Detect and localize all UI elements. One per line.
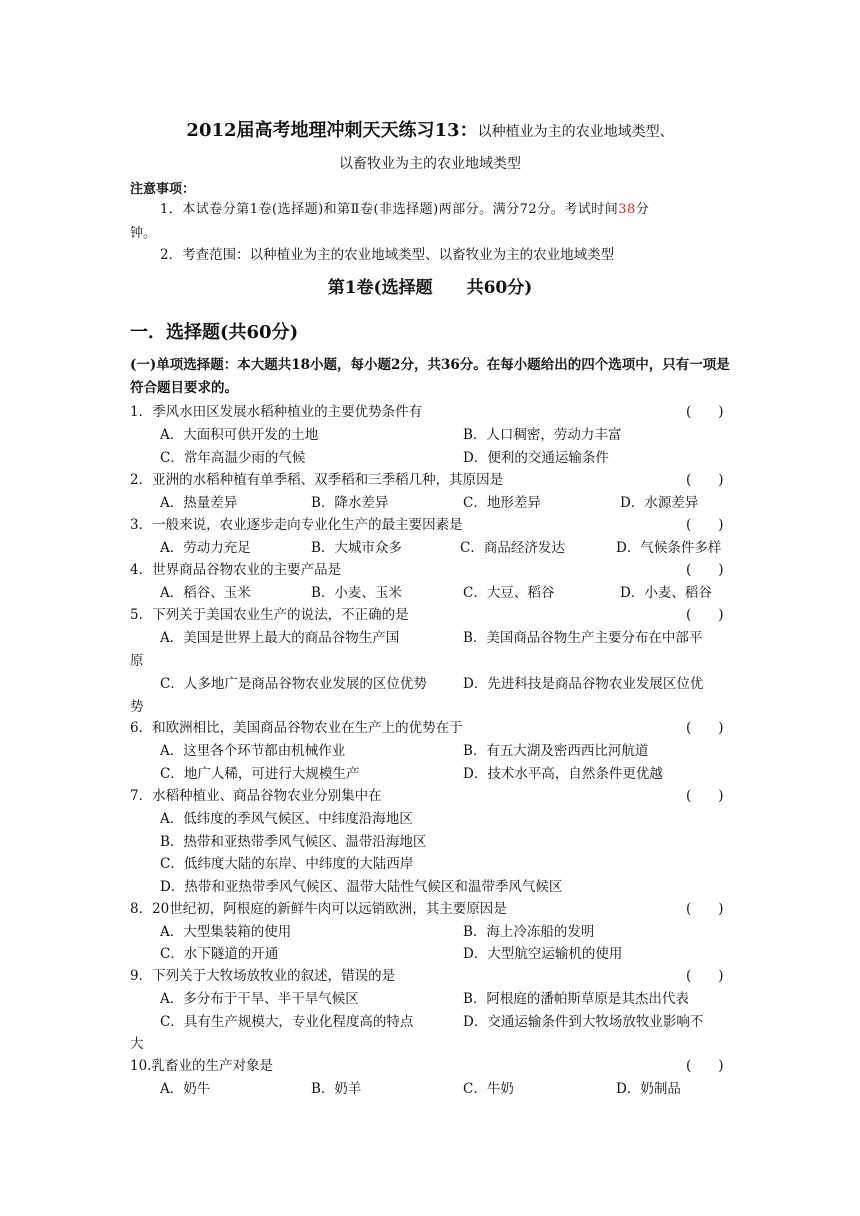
option-b: B．大城市众多 <box>311 540 402 556</box>
question-stem: 1．季风水田区发展水稻种植业的主要优势条件有 <box>130 404 423 420</box>
option-a: A．美国是世界上最大的商品谷物生产国 <box>160 630 400 646</box>
option-c: C．具有生产规模大，专业化程度高的特点 <box>160 1014 414 1030</box>
option-b: B．人口稠密，劳动力丰富 <box>463 427 622 443</box>
option-b-cont: 原 <box>130 653 144 669</box>
notice-item-2: 2．考查范围：以种植业为主的农业地域类型、以畜牧业为主的农业地域类型 <box>160 247 615 263</box>
option-d: D．水源差异 <box>620 495 699 511</box>
question-stem: 6．和欧洲相比，美国商品谷物农业在生产上的优势在于 <box>130 720 463 736</box>
option-c: C．常年高温少雨的气候 <box>160 450 306 466</box>
option-d: D．技术水平高，自然条件更优越 <box>463 766 663 782</box>
option-c: C．大豆、稻谷 <box>463 585 555 601</box>
option-d: D．先进科技是商品谷物农业发展区位优 <box>463 676 704 692</box>
option-a: A．热量差异 <box>160 495 238 511</box>
answer-blank: ( ) <box>686 404 724 420</box>
exam-time: 38 <box>618 202 636 217</box>
option-d-cont: 势 <box>130 699 144 715</box>
question-stem: 3．一般来说，农业逐步走向专业化生产的最主要因素是 <box>130 517 463 533</box>
option-d: D．热带和亚热带季风气候区、温带大陆性气候区和温带季风气候区 <box>160 879 563 895</box>
question-stem: 10.乳畜业的生产对象是 <box>130 1058 273 1074</box>
answer-blank: ( ) <box>686 472 724 488</box>
option-c: C．牛奶 <box>463 1081 514 1097</box>
notice-item-1-unit: 分 <box>635 202 650 217</box>
option-c: C．商品经济发达 <box>460 540 565 556</box>
question-stem: 9．下列关于大牧场放牧业的叙述，错误的是 <box>130 968 396 984</box>
option-b: B．奶羊 <box>311 1081 362 1097</box>
section-instructions: (一)单项选择题：本大题共18小题，每小题2分，共36分。在每小题给出的四个选项中，只有一项是符合题目要求的。 <box>130 357 730 396</box>
answer-blank: ( ) <box>686 607 724 623</box>
option-b: B．有五大湖及密西西比河航道 <box>463 743 649 759</box>
option-c: C．人多地广是商品谷物农业发展的区位优势 <box>160 676 427 692</box>
option-d: D．奶制品 <box>616 1081 681 1097</box>
document-title <box>0 116 860 142</box>
option-d: D．交通运输条件到大牧场放牧业影响不 <box>463 1014 704 1030</box>
option-a: A．这里各个环节都由机械作业 <box>160 743 346 759</box>
notice-heading: 注意事项： <box>130 182 196 197</box>
question-stem: 2．亚洲的水稻种植有单季稻、双季稻和三季稻几种，其原因是 <box>130 472 504 488</box>
option-d: D．大型航空运输机的使用 <box>463 946 623 962</box>
answer-blank: ( ) <box>686 968 724 984</box>
question-stem: 8．20世纪初，阿根庭的新鲜牛肉可以远销欧洲，其主要原因是 <box>130 901 507 917</box>
title-subtitle-line1: 以种植业为主的农业地域类型、 <box>477 124 674 140</box>
notice-item-1 <box>160 198 735 217</box>
section-title: 一．选择题(共60分) <box>130 322 299 343</box>
answer-blank: ( ) <box>686 1058 724 1074</box>
option-a: A．劳动力充足 <box>160 540 251 556</box>
option-a: A．大面积可供开发的土地 <box>160 427 319 443</box>
option-a: A．稻谷、玉米 <box>160 585 251 601</box>
answer-blank: ( ) <box>686 517 724 533</box>
option-b: B．阿根庭的潘帕斯草原是其杰出代表 <box>463 991 689 1007</box>
answer-blank: ( ) <box>686 562 724 578</box>
option-b: B．降水差异 <box>311 495 389 511</box>
option-a: A．多分布于干旱、半干旱气候区 <box>160 991 359 1007</box>
answer-blank: ( ) <box>686 901 724 917</box>
answer-blank: ( ) <box>686 720 724 736</box>
option-b: B．小麦、玉米 <box>311 585 402 601</box>
option-c: C．地形差异 <box>463 495 541 511</box>
option-c: C．低纬度大陆的东岸、中纬度的大陆西岸 <box>160 856 414 872</box>
option-d: D．便利的交通运输条件 <box>463 450 609 466</box>
option-a: A．奶牛 <box>160 1081 211 1097</box>
option-d-cont: 大 <box>130 1036 144 1052</box>
question-stem: 5．下列关于美国农业生产的说法，不正确的是 <box>130 607 409 623</box>
option-b: B．热带和亚热带季风气候区、温带沿海地区 <box>160 834 427 850</box>
title-main: 2012届高考地理冲刺天天练习13： <box>186 120 478 141</box>
option-b: B．美国商品谷物生产主要分布在中部平 <box>463 630 703 646</box>
option-c: C．水下隧道的开通 <box>160 946 279 962</box>
option-a: A．大型集装箱的使用 <box>160 924 292 940</box>
option-d: D．小麦、稻谷 <box>620 585 712 601</box>
question-stem: 7．水稻种植业、商品谷物农业分别集中在 <box>130 788 382 804</box>
option-c: C．地广人稀，可进行大规模生产 <box>160 766 360 782</box>
notice-item-1-cont: 钟。 <box>130 226 157 241</box>
title-subtitle-line2: 以畜牧业为主的农业地域类型 <box>339 156 521 172</box>
notice-item-1-text: 1．本试卷分第1卷(选择题)和第Ⅱ卷(非选择题)两部分。满分72分。考试时间 <box>160 202 619 217</box>
volume-title: 第1卷(选择题 共60分) <box>327 278 533 298</box>
answer-blank: ( ) <box>686 788 724 804</box>
option-d: D．气候条件多样 <box>616 540 722 556</box>
option-b: B．海上冷冻船的发明 <box>463 924 595 940</box>
option-a: A．低纬度的季风气候区、中纬度沿海地区 <box>160 811 413 827</box>
question-stem: 4．世界商品谷物农业的主要产品是 <box>130 562 342 578</box>
